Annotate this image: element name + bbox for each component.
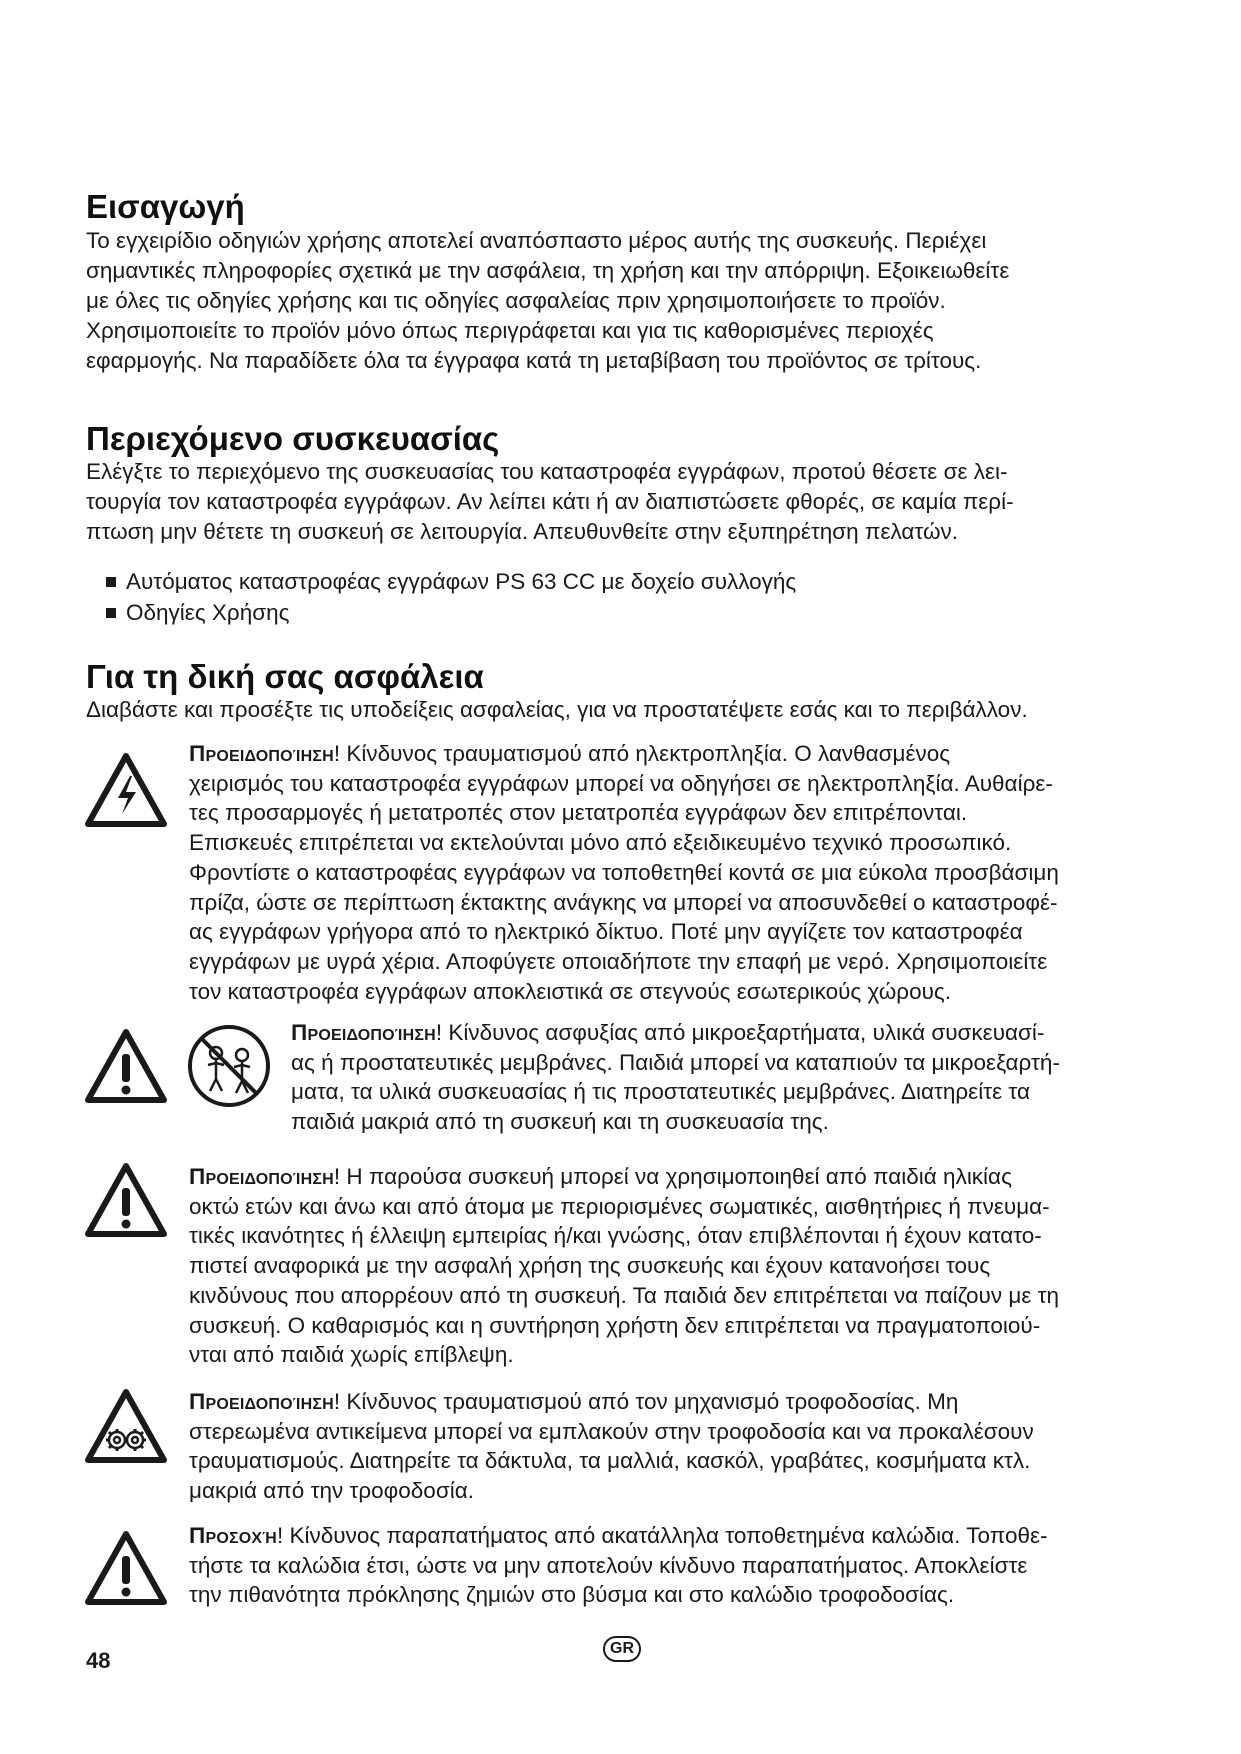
intro-line: εφαρμογής. Να παραδίδετε όλα τα έγγραφα κατά τη μεταβίβαση του προϊόντος σε τρίτους. (86, 348, 982, 373)
warning-line: πιστεί αναφορικά με την ασφαλή χρήση της συσκευής και έχουν κατανοήσει τους (189, 1253, 991, 1279)
keep-away-from-children-icon (186, 1023, 272, 1109)
intro-line: Το εγχειρίδιο οδηγιών χρήσης αποτελεί αναπόσπαστο μέρος αυτής της συσκευής. Περιέχει (86, 228, 987, 253)
warning-line: Επισκευές επιτρέπεται να εκτελούνται μόνο από εξειδικευμένο τεχνικό προσωπικό. (189, 830, 1012, 856)
warning-label: Προειδοποίηση (291, 1020, 436, 1045)
warning-label: Προειδοποίηση (189, 1389, 334, 1414)
warning-line: τικές ικανότητες ή έλλειψη εμπειρίας ή/και γνώσης, όταν επιβλέπονται ή έχουν κατατο- (189, 1223, 1042, 1249)
warning-line: χειρισμός του καταστροφέα εγγράφων μπορεί να οδηγήσει σε ηλεκτροπληξία. Αυθαίρε- (189, 770, 1053, 796)
warning-line: κινδύνους που απορρέουν από τη συσκευή. Τα παιδιά δεν επιτρέπεται να παίζουν με τη (189, 1282, 1059, 1308)
warning-line: ας εγγράφων γρήγορα από το ηλεκτρικό δίκτυο. Ποτέ μην αγγίζετε τον καταστροφέα (189, 919, 1023, 945)
warning-line: τήστε τα καλώδια έτσι, ώστε να μην αποτελούν κίνδυνο παραπατήματος. Αποκλείστε (189, 1552, 1028, 1578)
warning-line: ! Κίνδυνος ασφυξίας από μικροεξαρτήματα, υλικά συσκευασί- (435, 1020, 1045, 1045)
contents-paragraph (86, 457, 1014, 547)
electric-shock-warning-icon (84, 752, 168, 828)
warning-block (189, 1521, 1048, 1610)
warning-line: τον καταστροφέα εγγράφων αποκλειστικά σε στεγνούς εσωτερικούς χώρους. (189, 978, 952, 1004)
warning-block (189, 1162, 1059, 1370)
warning-line: ας ή προστατευτικές μεμβράνες. Παιδιά μπορεί να καταπιούν τα μικροεξαρτή- (291, 1049, 1060, 1075)
list-item (106, 597, 796, 628)
warning-line: πρίζα, ώστε σε περίπτωση έκτακτης ανάγκης να μπορεί να αποσυνδεθεί ο καταστροφέ- (189, 889, 1058, 915)
intro-line: Χρησιμοποιείτε το προϊόν μόνο όπως περιγράφεται και για τις καθορισμένες περιοχές (86, 318, 934, 343)
page-number: 48 (86, 1648, 111, 1673)
contents-list (106, 566, 796, 628)
warning-line: τες προσαρμογές ή μετατροπές στον μετατροπέα εγγράφων δεν επιτρέπονται. (189, 800, 968, 826)
list-item-text: Οδηγίες Χρήσης (126, 600, 290, 625)
intro-heading: Εισαγωγή (86, 188, 245, 225)
warning-line: τραυματισμούς. Διατηρείτε τα δάκτυλα, τα μαλλιά, κασκόλ, γραβάτες, κοσμήματα κτλ. (189, 1448, 1031, 1474)
warning-line: στερεωμένα αντικείμενα μπορεί να εμπλακούν στην τροφοδοσία και να προκαλέσουν (189, 1418, 1034, 1444)
intro-line: με όλες τις οδηγίες χρήσης και τις οδηγίες ασφαλείας πριν χρησιμοποιήσετε το προϊόν. (86, 288, 946, 313)
warning-line: ! Κίνδυνος τραυματισμού από ηλεκτροπληξία. Ο λανθασμένος (333, 741, 951, 766)
warning-line: εγγράφων με υγρά χέρια. Αποφύγετε οποιαδήποτε την επαφή με νερό. Χρησιμοποιείτε (189, 948, 1048, 974)
warning-line: συσκευή. Ο καθαρισμός και η συντήρηση χρήστη δεν επιτρέπεται να πραγματοποιού- (189, 1312, 1041, 1338)
warning-line: μακριά από την τροφοδοσία. (189, 1478, 474, 1504)
warning-label: Προσοχή (189, 1523, 277, 1548)
contents-heading: Περιεχόμενο συσκευασίας (86, 420, 500, 457)
contents-line: Ελέγξτε το περιεχόμενο της συσκευασίας του καταστροφέα εγγράφων, προτού θέσετε σε λει- (86, 459, 1008, 484)
warning-line: ! Κίνδυνος τραυματισμού από τον μηχανισμό τροφοδοσίας. Μη (333, 1389, 959, 1414)
warning-label: Προειδοποίηση (189, 741, 334, 766)
safety-paragraph (86, 695, 1028, 725)
general-warning-icon (84, 1162, 168, 1238)
warning-line: ματα, τα υλικά συσκευασίας ή τις προστατευτικές μεμβράνες. Διατηρείτε τα (291, 1079, 1030, 1105)
warning-line: ! Κίνδυνος παραπατήματος από ακατάλληλα τοποθετημένα καλώδια. Τοποθε- (276, 1523, 1048, 1548)
contents-line: πτωση μην θέτετε τη συσκευή σε λειτουργία. Απευθυνθείτε στην εξυπηρέτηση πελατών. (86, 519, 959, 544)
warning-block (189, 739, 1059, 1006)
warning-line: Φροντίστε ο καταστροφέας εγγράφων να τοποθετηθεί κοντά σε μια εύκολα προσβάσιμη (189, 859, 1059, 885)
gear-entanglement-warning-icon (84, 1388, 168, 1464)
warning-line: παιδιά μακριά από τη συσκευή και τη συσκευασία της. (291, 1109, 829, 1135)
intro-paragraph (86, 226, 1009, 376)
warning-line: ! Η παρούσα συσκευή μπορεί να χρησιμοποιηθεί από παιδιά ηλικίας (333, 1164, 1012, 1189)
warning-line: την πιθανότητα πρόκλησης ζημιών στο βύσμα και στο καλώδιο τροφοδοσίας. (189, 1582, 955, 1608)
warning-label: Προειδοποίηση (189, 1164, 334, 1189)
warning-line: νται από παιδιά χωρίς επίβλεψη. (189, 1342, 514, 1368)
safety-heading: Για τη δική σας ασφάλεια (86, 658, 484, 695)
list-item-text: Αυτόματος καταστροφέας εγγράφων PS 63 CC με δοχείο συλλογής (126, 569, 797, 594)
bullet-square-icon (106, 608, 116, 618)
intro-line: σημαντικές πληροφορίες σχετικά με την ασφάλεια, τη χρήση και την απόρριψη. Εξοικειωθείτε (86, 258, 1010, 283)
safety-line: Διαβάστε και προσέξτε τις υποδείξεις ασφαλείας, για να προστατέψετε εσάς και το περιβάλλον. (86, 697, 1028, 722)
bullet-square-icon (106, 577, 116, 587)
list-item (106, 566, 796, 597)
contents-line: τουργία τον καταστροφέα εγγράφων. Αν λείπει κάτι ή αν διαπιστώσετε φθορές, σε καμία περί- (86, 489, 1014, 514)
language-badge: GR (603, 1636, 641, 1662)
general-warning-icon (84, 1530, 168, 1606)
warning-block (189, 1387, 1034, 1506)
warning-block (291, 1018, 1060, 1137)
warning-line: οκτώ ετών και άνω και από άτομα με περιορισμένες σωματικές, αισθητήριες ή πνευμα- (189, 1193, 1050, 1219)
general-warning-icon (84, 1028, 168, 1104)
